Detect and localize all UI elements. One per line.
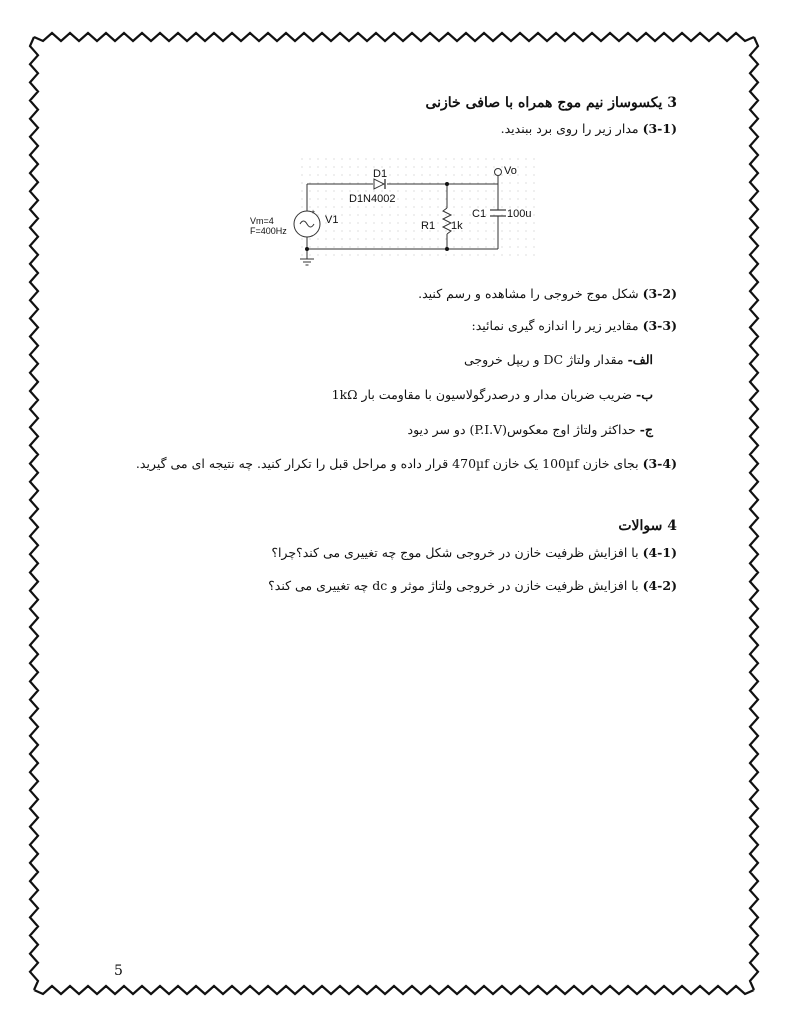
question-4-1-number: (4-1): [642, 545, 677, 560]
step-3-2-number: (3-2): [642, 286, 677, 301]
step-3-1: [501, 121, 677, 136]
source-amplitude-label: Vm=4: [250, 216, 274, 226]
output-terminal: [495, 169, 502, 176]
diode-part-label: D1N4002: [349, 193, 396, 205]
ground-symbol: [300, 259, 314, 265]
page-number: 5: [114, 963, 123, 979]
step-3-3: [472, 318, 678, 333]
svg-text:+: +: [311, 209, 316, 216]
resistor-value-label: 1k: [451, 220, 463, 232]
junction-dot: [445, 182, 449, 186]
item-be-text: ضریب ضربان مدار و درصدرگولاسیون با مقاومت بار 1kΩ: [331, 387, 633, 402]
item-alef-text: مقدار ولتاژ DC و ریپل خروجی: [463, 352, 624, 367]
resistor-ref-label: R1: [421, 220, 436, 232]
section-3-title: 3 یکسوساز نیم موج همراه با صافی خازنی: [425, 95, 677, 111]
step-3-4: [136, 456, 677, 471]
question-4-1-text: با افزایش ظرفیت خازن در خروجی شکل موج چه تغییری می کند؟چرا؟: [271, 545, 639, 560]
step-3-3-number: (3-3): [642, 318, 677, 333]
step-3-2: [418, 286, 677, 301]
step-3-4-text: بجای خازن 100µf یک خازن 470µf قرار داده و مراحل قبل را تکرار کنید. چه نتیجه ای می گیرید.: [135, 456, 639, 471]
junction-dot: [305, 247, 309, 251]
step-3-2-text: شکل موج خروجی را مشاهده و رسم کنید.: [418, 286, 639, 301]
svg-text:-: -: [311, 233, 314, 240]
question-4-2-text: با افزایش ظرفیت خازن در خروجی ولتاژ موثر و dc چه تغییری می کند؟: [268, 578, 639, 593]
step-3-4-number: (3-4): [642, 456, 677, 471]
diode-ref-label: D1: [373, 168, 388, 180]
source-ref-label: V1: [325, 214, 339, 226]
item-alef: [464, 352, 653, 367]
capacitor-value-label: 100u: [507, 208, 532, 220]
section-4-title: 4 سوالات: [618, 518, 677, 534]
capacitor-ref-label: C1: [472, 208, 487, 220]
question-4-2-number: (4-2): [642, 578, 677, 593]
question-4-1: [271, 545, 677, 560]
item-jim-text: حداکثر ولتاژ اوج معکوس(P.I.V) دو سر دیود: [407, 422, 636, 437]
item-be-label: ب-: [636, 387, 653, 402]
item-alef-label: الف-: [627, 352, 653, 367]
source-frequency-label: F=400Hz: [250, 226, 287, 236]
output-label: Vo: [504, 165, 517, 177]
item-jim: [408, 422, 653, 437]
step-3-3-text: مقادیر زیر را اندازه گیری نمائید:: [471, 318, 639, 333]
step-3-1-text: مدار زیر را روی برد ببندید.: [500, 121, 639, 136]
junction-dot: [445, 247, 449, 251]
question-4-2: [268, 578, 677, 593]
item-be: [332, 387, 653, 402]
step-3-1-number: (3-1): [642, 121, 677, 136]
item-jim-label: ج-: [639, 422, 653, 437]
half-wave-rectifier-circuit: [245, 158, 535, 270]
